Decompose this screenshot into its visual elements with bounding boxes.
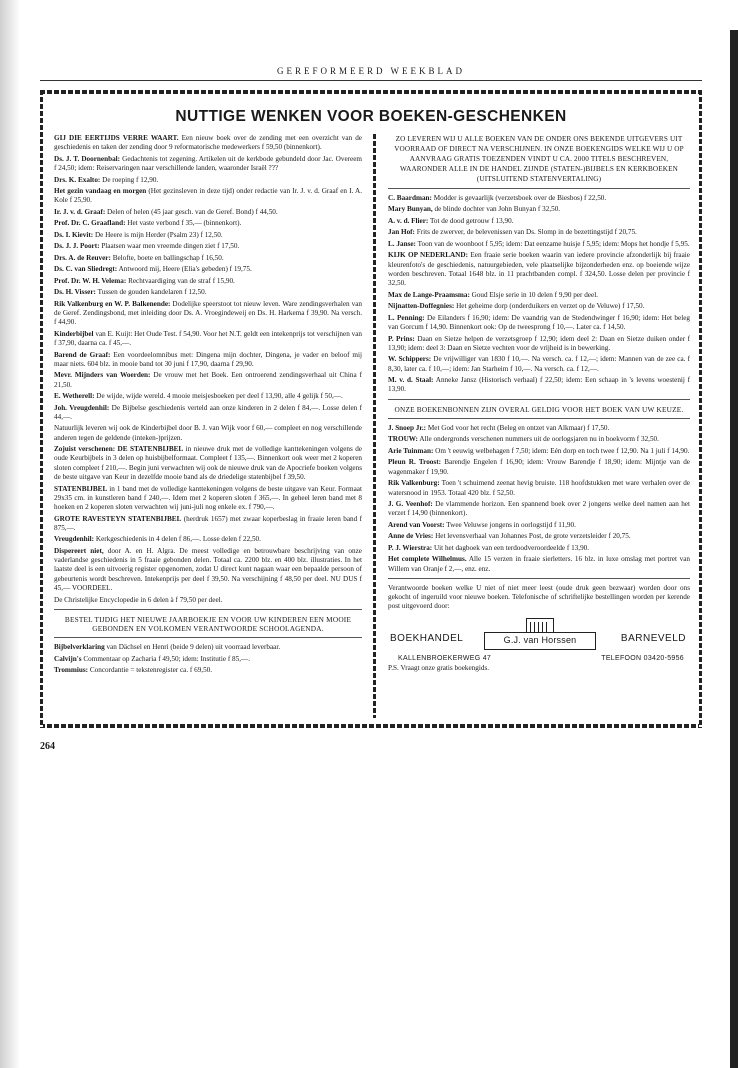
book-entry-lead: Prof. Dr. W. H. Velema: — [54, 276, 127, 285]
book-entry-lead: M. v. d. Staal: — [388, 376, 434, 385]
book-entry-lead: Nijnatten-Doffegnies: — [388, 302, 455, 311]
book-entry — [54, 254, 362, 263]
book-entry-text: Uit het dagboek van een terdoodveroordeelde f 13,90. — [432, 543, 590, 552]
book-entry-text: De vrouw met het Boek. Een ontroerend zendingsverhaal uit China f 21,50. — [54, 371, 363, 389]
book-entry-text: Commentaar op Zacharia f 49,50; idem: Institutie f 85,—. — [81, 654, 251, 663]
book-entry-text: Rechtvaardiging van de straf f 15,90. — [126, 276, 235, 285]
book-entry-lead: Rik Valkenburg: — [388, 479, 440, 488]
book-entry-lead: Ds. I. Kievit: — [54, 230, 94, 239]
right-book-list — [388, 194, 690, 395]
book-entry-lead: Rik Valkenburg en W. P. Balkenende: — [54, 299, 171, 308]
book-entry — [388, 447, 690, 456]
right-tail-list — [388, 424, 690, 574]
book-entry — [54, 231, 362, 240]
chain-border-bottom — [40, 724, 702, 728]
book-entry-lead: GIJ DIE EERTIJDS VERRE WAART. — [54, 134, 179, 142]
scan-edge-shadow — [0, 0, 20, 1068]
book-entry-lead: Calvijn's — [54, 654, 82, 663]
catalogue-intro: ZO LEVEREN WIJ U ALLE BOEKEN VAN DE ONDER ONS BEKENDE UITGEVERS UIT VOORRAAD OF DIRECT NA VERSCHIJNEN. IN ONZE BOEKENGIDS WELKE WIJ U OP AANVRAAG GRATIS TOEZENDEN VINDT U CA. 2000 TITELS BESCHREVEN, WAARONDER ALLE IN DE HANDEL ZIJNDE (STATEN-)BIJBELS EN KERKBOEKEN (UITSLUITEND STATENVERTALING) — [394, 135, 684, 183]
book-entry-lead: Anne de Vries: — [388, 532, 434, 541]
book-entry — [54, 351, 362, 370]
book-entry-text: Om 't eeuwig welbehagen f 7,50; idem: Eén dorp en toch twee f 12,90. Na 1 juli f 14,90. — [433, 446, 690, 455]
book-entry-lead: Arend van Voorst: — [388, 520, 445, 529]
book-entry — [388, 251, 690, 288]
book-entry — [54, 485, 362, 513]
book-entry-text: Plaatsen waar men vreemde dingen ziet f 17,50. — [99, 242, 240, 251]
voucher-rule-top — [388, 399, 690, 400]
book-entry-text: Met God voor het recht (Beleg en ontzet van Alkmaar) f 17,50. — [426, 424, 610, 432]
book-entry — [388, 544, 690, 553]
intro-rule — [388, 188, 690, 189]
book-entry-lead: E. Wetherell: — [54, 392, 95, 401]
page-number: 264 — [40, 741, 55, 752]
closing-text: Verantwoorde boeken welke U niet of niet meer leest (oude druk geen bezwaar) worden door ons gekocht of ingeruild voor nieuwe boeken. Telefonische of schriftelijke bestellingen worden per kerende post uitgevoerd door: — [388, 583, 690, 611]
book-entry-lead: Ds. H. Visser: — [54, 288, 96, 297]
left-tail-list — [54, 643, 362, 675]
book-entry — [54, 515, 362, 534]
book-entry-text: van Dächsel en Henri (beide 9 delen) uit voorraad leverbaar. — [104, 643, 281, 652]
book-entry-lead: W. Schippers: — [388, 355, 432, 364]
book-entry — [54, 208, 362, 217]
book-entry-lead: Ds. J. J. Poort: — [54, 242, 100, 251]
book-entry — [388, 435, 690, 444]
book-entry — [54, 655, 362, 664]
book-entry-text: Gedachtenis tot zegening. Artikelen uit de kerkbode gebundeld door Jac. Overeem f 24,50; idem: Reiservaringen naar verschillende landen, waaronder Israël ??? — [54, 154, 362, 173]
book-entry — [388, 479, 690, 498]
book-entry-text: Delen of helen (45 jaar gesch. van de Geref. Bond) f 44,50. — [105, 207, 278, 216]
book-entry-lead: Bijbelverklaring — [54, 643, 105, 652]
shop-name: G.J. van Horssen — [484, 632, 596, 650]
book-entry — [54, 187, 362, 206]
book-entry-lead: Mary Bunyan, — [388, 205, 433, 214]
book-entry-text: Het geheime dorp (onderduikers en verzet op de Veluwe) f 17,50. — [454, 302, 645, 311]
shop-left-word: BOEKHANDEL — [390, 632, 464, 644]
book-entry-lead: Prof. Dr. C. Graafland: — [54, 219, 126, 228]
book-entry-text: De Heere is mijn Herder (Psalm 23) f 12,50. — [93, 230, 223, 239]
book-entry-lead: Trommius: — [54, 666, 89, 675]
book-entry — [54, 265, 362, 274]
book-entry-text: Natuurlijk leveren wij ook de Kinderbijbel door B. J. van Wijk voor f 60,— compleet en nog verschillende anderen tegen de geldende (inteken-)prijzen. — [54, 424, 362, 442]
book-entry — [388, 335, 690, 354]
book-entry — [54, 445, 362, 482]
book-entry-lead: Het complete Wilhelmus. — [388, 555, 467, 564]
book-entry-lead: Ds. J. T. Doornenbal: — [54, 154, 121, 163]
book-entry — [54, 424, 362, 443]
book-entry-text: van E. Kuijt: Het Oude Test. f 54,90. Voor het N.T. geldt een intekenprijs tot verschijnen van f 37,90, daarna ca. f 45,—. — [54, 329, 362, 348]
book-entry-lead: P. J. Wierstra: — [388, 543, 433, 552]
book-entry-text: Toon van de woonboot f 5,95; idem: Dat eenzame huisje f 5,95; idem: Mops het hondje f 5,95. — [415, 239, 690, 248]
book-entry — [388, 424, 690, 433]
book-entry-text: De vrijwilliger van 1830 f 10,—. Na versch. ca. f 12,—; idem: Mannen van de zee ca. f 8,30, later ca. f 10,—; idem: Jan Starheim f 10,—. Na versch. ca. f 12,—. — [388, 355, 690, 373]
shop-town: BARNEVELD — [620, 632, 686, 644]
book-entry-lead: Max de Lange-Praamsma: — [388, 290, 470, 299]
book-entry — [54, 277, 362, 286]
book-entry-lead: KIJK OP NEDERLAND: — [388, 251, 468, 260]
book-entry-lead: C. Baardman: — [388, 194, 432, 202]
book-entry — [54, 134, 362, 153]
notice-rule-bottom — [54, 637, 362, 638]
book-entry — [54, 404, 362, 423]
book-entry-lead: Zojuist verschenen: DE STATENBIJBEL — [54, 445, 184, 454]
notice-rule-top — [54, 609, 362, 610]
book-entry — [388, 555, 690, 574]
book-entry — [388, 532, 690, 541]
shop-address: KALLENBROEKERWEG 47 — [398, 654, 492, 662]
book-entry-lead: A. v. d. Flier: — [388, 216, 429, 225]
book-entry-text: (herdruk 1657) met zwaar koperbeslag in fraaie leren band f 875,—. — [54, 514, 363, 532]
book-entry-text: De vlammende horizon. Een spannend boek over 2 jongens welke deel namen aan het verzet f 14,90 (binnenkort). — [388, 500, 690, 518]
book-entry — [388, 228, 690, 237]
book-entry-text: in nieuwe druk met de volledige kanttekeningen volgens de oude Keurbijbels in 3 delen op huisbijbelformaat. Compleet f 135,—. Binnenkort ook weer met 2 koperen sloten compleet f 210,—. Begin juni verwachten wij ook de nieuwe druk van de Apocriefe boeken volgens de beste uitgave van Keur in dezelfde mooie band als de driedelige statenbijbel f 39,50. — [54, 445, 362, 482]
book-entry — [54, 288, 362, 297]
book-entry-text: Dodelijke speerstoot tot nieuw leven. Ware zendingsverhalen van de Geref. Zendingsbond, met inleiding door Ds. A. Vroegindeweij en Ds. H. Harkema f 39,90. Na versch. f 44,90. — [54, 299, 362, 327]
book-entry-text: de blinde dochter van John Bunyan f 32,50. — [432, 205, 561, 214]
chain-border-top — [40, 90, 702, 94]
book-entry — [54, 666, 362, 675]
book-entry — [54, 155, 362, 174]
book-entry-lead: Pleun R. Troost: — [388, 458, 441, 467]
running-header: GEREFORMEERD WEEKBLAD — [276, 66, 466, 76]
book-entry-text: De Eilanders f 16,90; idem: De vaandrig van de Stedendwinger f 16,90; idem: Het beleg van Gorcum f 14,90. Binnenkort ook: Op de tweesprong f 10,—. Later ca. f 14,50. — [388, 313, 690, 332]
book-entry-text: Een nieuw boek over de zending met een overzicht van de geschiedenis en taken der zending door 9 reformatorische medewerkers f 59,50 (binnenkort). — [54, 134, 362, 152]
book-entry — [388, 521, 690, 530]
book-entry — [54, 219, 362, 228]
book-entry-text: Anneke Jansz (Historisch verhaal) f 22,50; idem: Een schaap in 's levens woestenij f 13,90. — [388, 376, 691, 394]
book-entry-text: Frits de zwerver, de belevenissen van Ds. Slomp in de bezettingstijd f 20,75. — [414, 228, 637, 237]
book-entry-text: Barendje Engelen f 16,90; idem: Vrouw Barendje f 18,90; idem: Mijntje van de wagenmaker f 19,90. — [388, 458, 690, 476]
book-entry-lead: Mevr. Mijnders van Woerden: — [54, 371, 151, 380]
book-entry-text: De wijde, wijde wereld. 4 mooie meisjesboeken per deel f 13,90, alle 4 gelijk f 50,—. — [94, 392, 343, 401]
book-entry — [54, 176, 362, 185]
book-entry-lead: Barend de Graaf: — [54, 350, 111, 359]
book-entry — [54, 643, 362, 652]
voucher-notice: ONZE BOEKENBONNEN ZIJN OVERAL GELDIG VOOR HET BOEK VAN UW KEUZE. — [394, 404, 684, 414]
book-entry — [388, 458, 690, 477]
scan-right-edge — [730, 30, 738, 1068]
book-entry-text: Daan en Sietze helpen de verzetsgroep f 12,90; idem deel 2: Daan en Sietze duiken onder f 13,90; idem: deel 3: Daan en Sietze vechten voor de vrijheid is in bewerking. — [388, 334, 690, 352]
book-entry-lead: J. Snoep Jr.: — [388, 424, 427, 432]
book-entry-text: door A. en H. Algra. De meest volledige en betrouwbare beschrijving van onze vaderlandse geschiedenis in 5 fraaie gebonden delen. Totaal ca. 2200 blz. en 400 blz. illustraties. In het laatste deel is een uitvoerig register opgenomen, zodat U direct kunt nagaan waar een bepaalde persoon of gebeurtenis wordt beschreven. Intekenprijs per deel f 39,50. Na verschijning f 48,50 per deel. NU DUS f 45,— VOORDEEL. — [54, 546, 363, 593]
shop-building-icon — [484, 618, 596, 652]
shop-phone: TELEFOON 03420-5956 — [601, 654, 684, 662]
article-title: NUTTIGE WENKEN VOOR BOEKEN-GESCHENKEN — [175, 108, 567, 125]
chain-border-left — [40, 90, 43, 728]
book-entry — [388, 205, 690, 214]
book-entry-text: Tot de dood getrouw f 13,90. — [428, 216, 514, 225]
book-entry-text: Het levensverhaal van Johannes Post, de grote verzetsleider f 20,75. — [433, 532, 631, 541]
book-entry-text: Tussen de gouden kandelaren f 12,50. — [95, 288, 207, 297]
book-entry-text: in 1 band met de volledige kanttekeningen volgens de beste uitgave van Keur. Formaat 29x35 cm. in kunstleren band f 240,—. Idem met 2 koperen sloten f 365,—. In geheel leren band met 8 hoeken en 2 koperen sloten verwachten wij juni-juli nog enkele ex. f 790,—. — [54, 484, 362, 512]
book-entry-text: De Christelijke Encyclopedie in 6 delen à f 79,50 per deel. — [54, 595, 223, 604]
right-column — [388, 134, 690, 675]
book-entry — [388, 500, 690, 519]
book-entry-lead: J. G. Veenhof: — [388, 500, 433, 509]
book-entry-text: Kerkgeschiedenis in 4 delen f 86,—. Losse delen f 22,50. — [94, 535, 261, 544]
voucher-rule-bottom — [388, 418, 690, 419]
book-entry-text: Goud Elsje serie in 10 delen f 9,90 per deel. — [469, 290, 598, 299]
book-entry-text: Alle 15 verzen in fraaie sierletters. 16 blz. in luxe omslag met portret van Willem van Oranje f 2,—, enz. enz. — [388, 555, 690, 573]
book-entry — [54, 596, 362, 605]
book-entry-text: Concordantie = tekstenregister ca. f 69,50. — [88, 666, 213, 675]
yearbook-notice: BESTEL TIJDIG HET NIEUWE JAARBOEKJE EN VOOR UW KINDEREN EEN MOOIE GEBONDEN EN VOLKOMEN VERANTWOORDE SCHOOLAGENDA. — [64, 614, 352, 634]
book-entry — [54, 547, 362, 593]
book-entry-lead: L. Penning: — [388, 313, 425, 322]
book-entry — [54, 392, 362, 401]
book-entry-lead: L. Janse: — [388, 239, 416, 248]
book-entry-lead: Het gezin vandaag en morgen — [54, 187, 147, 196]
book-entry-text: Toen 't schuimend zeenat hevig bruiste. 118 hoofdstukken met ware verhalen over de watersnood in 1953. Totaal 420 blz. f 52,50. — [388, 479, 690, 497]
book-entry — [388, 194, 690, 203]
header-rule — [40, 80, 702, 81]
book-entry — [54, 242, 362, 251]
left-book-list — [54, 134, 362, 605]
book-entry — [388, 240, 690, 249]
book-entry-lead: TROUW: — [388, 435, 418, 444]
book-entry — [388, 376, 690, 395]
book-entry-text: De Bijbelse geschiedenis verteld aan onze kinderen in 2 delen f 84,—. Losse delen f 44,—. — [54, 403, 362, 421]
book-entry-lead: Dispereert niet, — [54, 546, 104, 555]
book-entry — [54, 300, 362, 328]
book-entry-lead: STATENBIJBEL — [54, 484, 108, 493]
book-entry-lead: Ir. J. v. d. Graaf: — [54, 207, 106, 216]
book-entry-text: (Het gezinsleven in deze tijd) onder redactie van Ir. J. v. d. Graaf en I. A. Kole f 25,90. — [54, 187, 362, 205]
chain-border-right — [699, 90, 702, 728]
book-entry — [54, 535, 362, 544]
book-entry — [54, 371, 362, 390]
book-entry-text: Alle ondergronds verschenen nummers uit de oorlogsjaren nu in boekvorm f 32,50. — [417, 435, 659, 444]
book-entry-text: De roeping f 12,90. — [100, 175, 159, 184]
book-entry-text: Het vaste verbond f 35,— (binnenkort). — [125, 219, 242, 228]
book-entry-lead: Ds. C. van Sliedregt: — [54, 265, 118, 274]
book-entry-text: Belofte, boete en ballingschap f 16,50. — [110, 253, 224, 262]
book-entry — [54, 330, 362, 349]
left-column — [54, 134, 362, 678]
book-entry-text: Antwoord mij, Heere (Elia's gebeden) f 19,75. — [117, 265, 252, 274]
book-entry — [388, 291, 690, 300]
book-entry-lead: Drs. A. de Reuver: — [54, 253, 111, 262]
book-entry — [388, 355, 690, 374]
book-entry-text: Modder is gevaarlijk (verzetsboek over de Biesbos) f 22,50. — [431, 194, 607, 202]
book-entry-lead: GROTE RAVESTEYN STATENBIJBEL — [54, 514, 182, 523]
book-entry-lead: Vreugdenhil: — [54, 535, 95, 544]
book-entry-lead: Kinderbijbel — [54, 329, 94, 338]
book-entry-lead: Drs. K. Exalto: — [54, 175, 101, 184]
postscript: P.S. Vraagt onze gratis boekengids. — [388, 663, 490, 672]
book-entry-text: Twee Veluwse jongens in oorlogstijd f 11,90. — [444, 520, 576, 529]
book-entry — [388, 217, 690, 226]
book-entry-lead: Jan Hof: — [388, 228, 415, 237]
advertisement-frame — [40, 90, 702, 728]
book-entry-lead: Arie Tuinman: — [388, 446, 434, 455]
book-entry-text: Een fraaie serie boeken waarin van iedere provincie afzonderlijk bij fraaie kleurenfoto's de geschiedenis, natuurgebieden, vele plaatselijke bijzonderheden enz. op boeiende wijze worden beschreven. Totaal 1648 blz. in 11 prachtbanden compl. f 324,50. Losse delen per provincie f 32,50. — [388, 251, 690, 288]
book-entry-lead: P. Prins: — [388, 334, 415, 343]
book-entry — [388, 314, 690, 333]
chain-column-divider — [373, 134, 376, 718]
book-entry-lead: Joh. Vreugdenhil: — [54, 403, 110, 412]
shop-logo — [388, 618, 690, 660]
book-entry — [388, 302, 690, 311]
book-entry-text: Een voordeelomnibus met: Dingena mijn dochter, Dingena, je vader en beloof mij maar niets. 604 blz. in mooie band tot 30 juni f 17,90, daarna f 29,90. — [54, 350, 363, 368]
closing-rule — [388, 578, 690, 579]
